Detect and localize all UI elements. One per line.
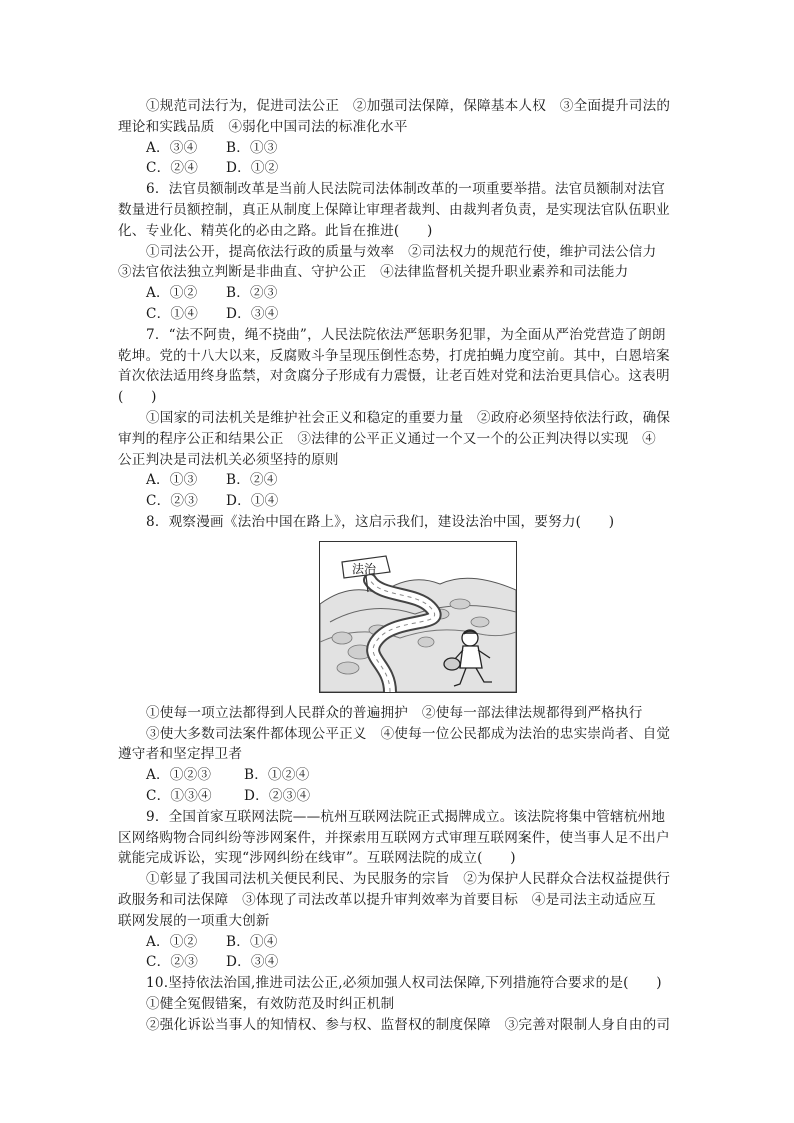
q7-stem-line-2: 乾坤。党的十八大以来，反腐败斗争呈现压倒性态势，打虎拍蝇力度空前。其中，白恩培案 [118, 347, 670, 364]
q7-choices-line-1: ①国家的司法机关是维护社会正义和稳定的重要力量 ②政府必须坚持依法行政，确保 [146, 409, 671, 426]
q6-option-d[interactable]: D．③④ [226, 305, 279, 322]
q6-stem-line-1: 6．法官员额制改革是当前人民法院司法体制改革的一项重要举措。法官员额制对法官 [146, 181, 666, 198]
q8-option-c[interactable]: C．①③④ [146, 787, 212, 804]
q10-choices-line-2: ②强化诉讼当事人的知情权、参与权、监督权的制度保障 ③完善对限制人身自由的司 [146, 1016, 671, 1033]
q5-option-a[interactable]: A．③④ [146, 139, 198, 156]
q6-stem-line-2: 数量进行员额控制，真正从制度上保障让审理者裁判、由裁判者负责，是实现法官队伍职业 [118, 201, 670, 218]
q6-stem-line-3: 化、专业化、精英化的必由之路。此旨在推进( ) [118, 222, 433, 239]
cartoon-sign-text: 法治 [352, 561, 377, 576]
q9-choices-line-2: 政服务和司法保障 ③体现了司法改革以提升审判效率为首要目标 ④是司法主动适应互 [118, 891, 656, 908]
q7-options-row-1 [118, 470, 678, 491]
q5-choices-line-1: ①规范司法行为，促进司法公正 ②加强司法保障，保障基本人权 ③全面提升司法的 [146, 98, 671, 114]
q9-choices-line-1: ①彰显了我国司法机关便民利民、为民服务的宗旨 ②为保护人民群众合法权益提供行 [146, 871, 671, 888]
q7-choices-line-3: 公正判决是司法机关必须坚持的原则 [118, 451, 339, 468]
q6-option-a[interactable]: A．①② [146, 285, 198, 302]
q7-choices-line-2: 审判的程序公正和结果公正 ③法律的公平正义通过一个又一个的公正判决得以实现 ④ [118, 430, 656, 447]
q10-choices-line-1: ①健全冤假错案，有效防范及时纠正机制 [146, 995, 395, 1012]
road-cartoon-illustration [320, 542, 516, 692]
q9-option-a[interactable]: A．①② [146, 933, 198, 950]
q8-option-a[interactable]: A．①②③ [146, 767, 212, 784]
q5-option-b[interactable]: B．①③ [226, 139, 278, 156]
q5-option-c[interactable]: C．②④ [146, 160, 198, 177]
q6-option-c[interactable]: C．①④ [146, 305, 198, 322]
q6-options-row-2 [118, 304, 678, 325]
q6-choices-line-2: ③法官依法独立判断是非曲直、守护公正 ④法律监督机关提升职业素养和司法能力 [118, 264, 629, 281]
q7-option-d[interactable]: D．①④ [226, 493, 279, 510]
q5-options-row-1 [118, 138, 678, 159]
q6-option-b[interactable]: B．②③ [226, 285, 278, 302]
q8-option-d[interactable]: D．②③④ [244, 787, 311, 804]
q7-option-a[interactable]: A．①③ [146, 472, 198, 489]
q9-stem-line-2: 区网络购物合同纠纷等涉网案件，并探索用互联网方式审理互联网案件，使当事人足不出户 [118, 829, 670, 846]
q7-stem-line-4: ( ) [118, 389, 157, 406]
q5-choices-line-2: 理论和实践品质 ④弱化中国司法的标准化水平 [118, 118, 408, 135]
q7-option-b[interactable]: B．②④ [226, 472, 278, 489]
q9-option-c[interactable]: C．②③ [146, 954, 198, 971]
q7-option-c[interactable]: C．②③ [146, 493, 198, 510]
q7-stem-line-3: 首次依法适用终身监禁，对贪腐分子形成有力震慑，让老百姓对党和法治更具信心。这表明 [118, 368, 670, 385]
q5-option-d[interactable]: D．①② [226, 160, 279, 177]
q7-stem-line-1: 7．“法不阿贵，绳不挠曲”，人民法院依法严惩职务犯罪，为全面从严治党营造了朗朗 [146, 326, 666, 343]
q8-option-b[interactable]: B．①②④ [244, 767, 310, 784]
q9-options-row-1 [118, 932, 678, 953]
q8-cartoon-area [118, 533, 678, 703]
q9-stem-line-3: 就能完成诉讼，实现“涉网纠纷在线审”。互联网法院的成立( ) [118, 850, 516, 867]
q5-options-row-2 [118, 158, 678, 179]
q9-stem-line-1: 9．全国首家互联网法院——杭州互联网法院正式揭牌成立。该法院将集中管辖杭州地 [146, 808, 666, 825]
q9-option-d[interactable]: D．③④ [226, 954, 279, 971]
q10-stem: 10.坚持依法治国,推进司法公正,必须加强人权司法保障,下列措施符合要求的是( ) [146, 975, 662, 992]
q8-options-row-2 [118, 786, 678, 807]
q9-choices-line-3: 联网发展的一项重大创新 [118, 912, 270, 929]
q8-cartoon [319, 541, 517, 693]
q6-options-row-1 [118, 283, 678, 304]
q8-options-row-1 [118, 765, 678, 786]
q8-choices-line-2: ③使大多数司法案件都体现公平正义 ④使每一位公民都成为法治的忠实崇尚者、自觉 [146, 725, 671, 742]
q6-choices-line-1: ①司法公开，提高依法行政的质量与效率 ②司法权力的规范行使，维护司法公信力 [146, 243, 657, 260]
question-column [118, 96, 678, 1035]
q9-option-b[interactable]: B．①④ [226, 933, 278, 950]
q8-choices-line-3: 遵守者和坚定捍卫者 [118, 746, 243, 763]
q9-options-row-2 [118, 952, 678, 973]
q8-choices-line-1: ①使每一项立法都得到人民群众的普遍拥护 ②使每一部法律法规都得到严格执行 [146, 704, 643, 721]
q7-options-row-2 [118, 491, 678, 512]
q8-stem: 8．观察漫画《法治中国在路上》，这启示我们，建设法治中国，要努力( ) [146, 513, 615, 530]
